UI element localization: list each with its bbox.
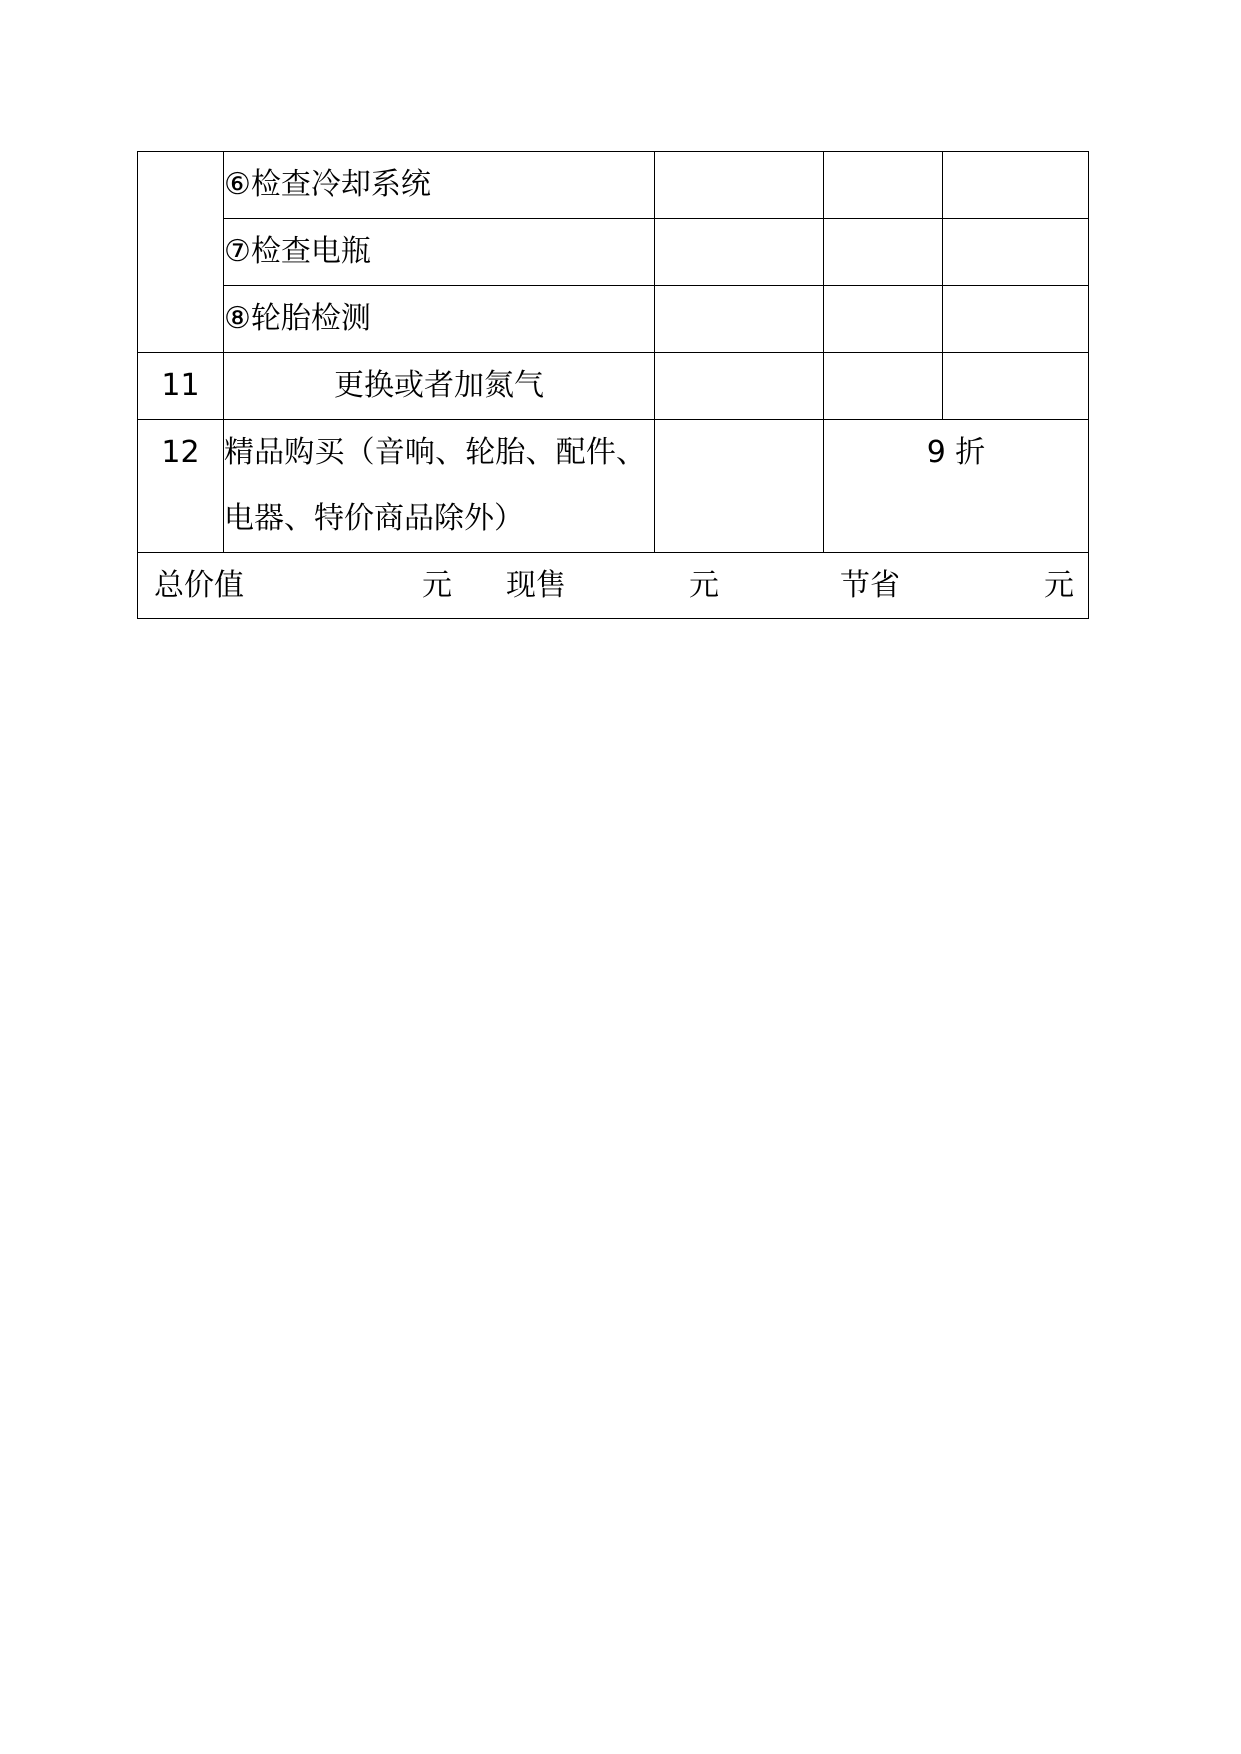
item-cell (224, 286, 655, 353)
item-cell (224, 353, 655, 420)
item-cell (224, 420, 655, 553)
table-row (138, 286, 1089, 353)
table-row (138, 420, 1089, 553)
item-label: ⑦检查电瓶 (224, 234, 371, 269)
total-cell (138, 553, 1089, 619)
discount-cell (824, 286, 943, 353)
item-cell (224, 219, 655, 286)
original-price-cell (655, 353, 824, 420)
item-label: 精品购买（音响、轮胎、配件、电器、特价商品除外） (224, 435, 646, 536)
discount-cell (824, 152, 943, 219)
original-price-cell (655, 286, 824, 353)
item-cell (224, 152, 655, 219)
total-value-unit: 元 (422, 568, 452, 603)
item-label: ⑥检查冷却系统 (224, 167, 431, 202)
item-label: ⑧轮胎检测 (224, 301, 371, 336)
row-number-cell (138, 353, 224, 420)
saved-label: 节省 (840, 568, 900, 603)
sale-price-cell (943, 152, 1089, 219)
service-price-table (137, 151, 1089, 619)
item-label: 更换或者加氮气 (334, 368, 544, 403)
saved-unit: 元 (1044, 568, 1074, 603)
discount-cell (824, 353, 943, 420)
row-number: 11 (161, 368, 200, 403)
table-row (138, 219, 1089, 286)
table-row (138, 152, 1089, 219)
current-sale-unit: 元 (689, 568, 719, 603)
price-sheet (137, 151, 1088, 619)
original-price-cell (655, 219, 824, 286)
sale-price-cell (943, 353, 1089, 420)
original-price-cell (655, 420, 824, 553)
row-number-cell (138, 152, 224, 353)
row-number-cell (138, 420, 224, 553)
sale-price-cell (943, 219, 1089, 286)
discount-cell (824, 420, 1089, 553)
total-row (138, 553, 1089, 619)
original-price-cell (655, 152, 824, 219)
current-sale-label: 现售 (506, 568, 566, 603)
discount-value: 9 折 (926, 435, 986, 470)
sale-price-cell (943, 286, 1089, 353)
total-value-label: 总价值 (154, 568, 244, 603)
row-number: 12 (161, 435, 200, 470)
discount-cell (824, 219, 943, 286)
table-row (138, 353, 1089, 420)
